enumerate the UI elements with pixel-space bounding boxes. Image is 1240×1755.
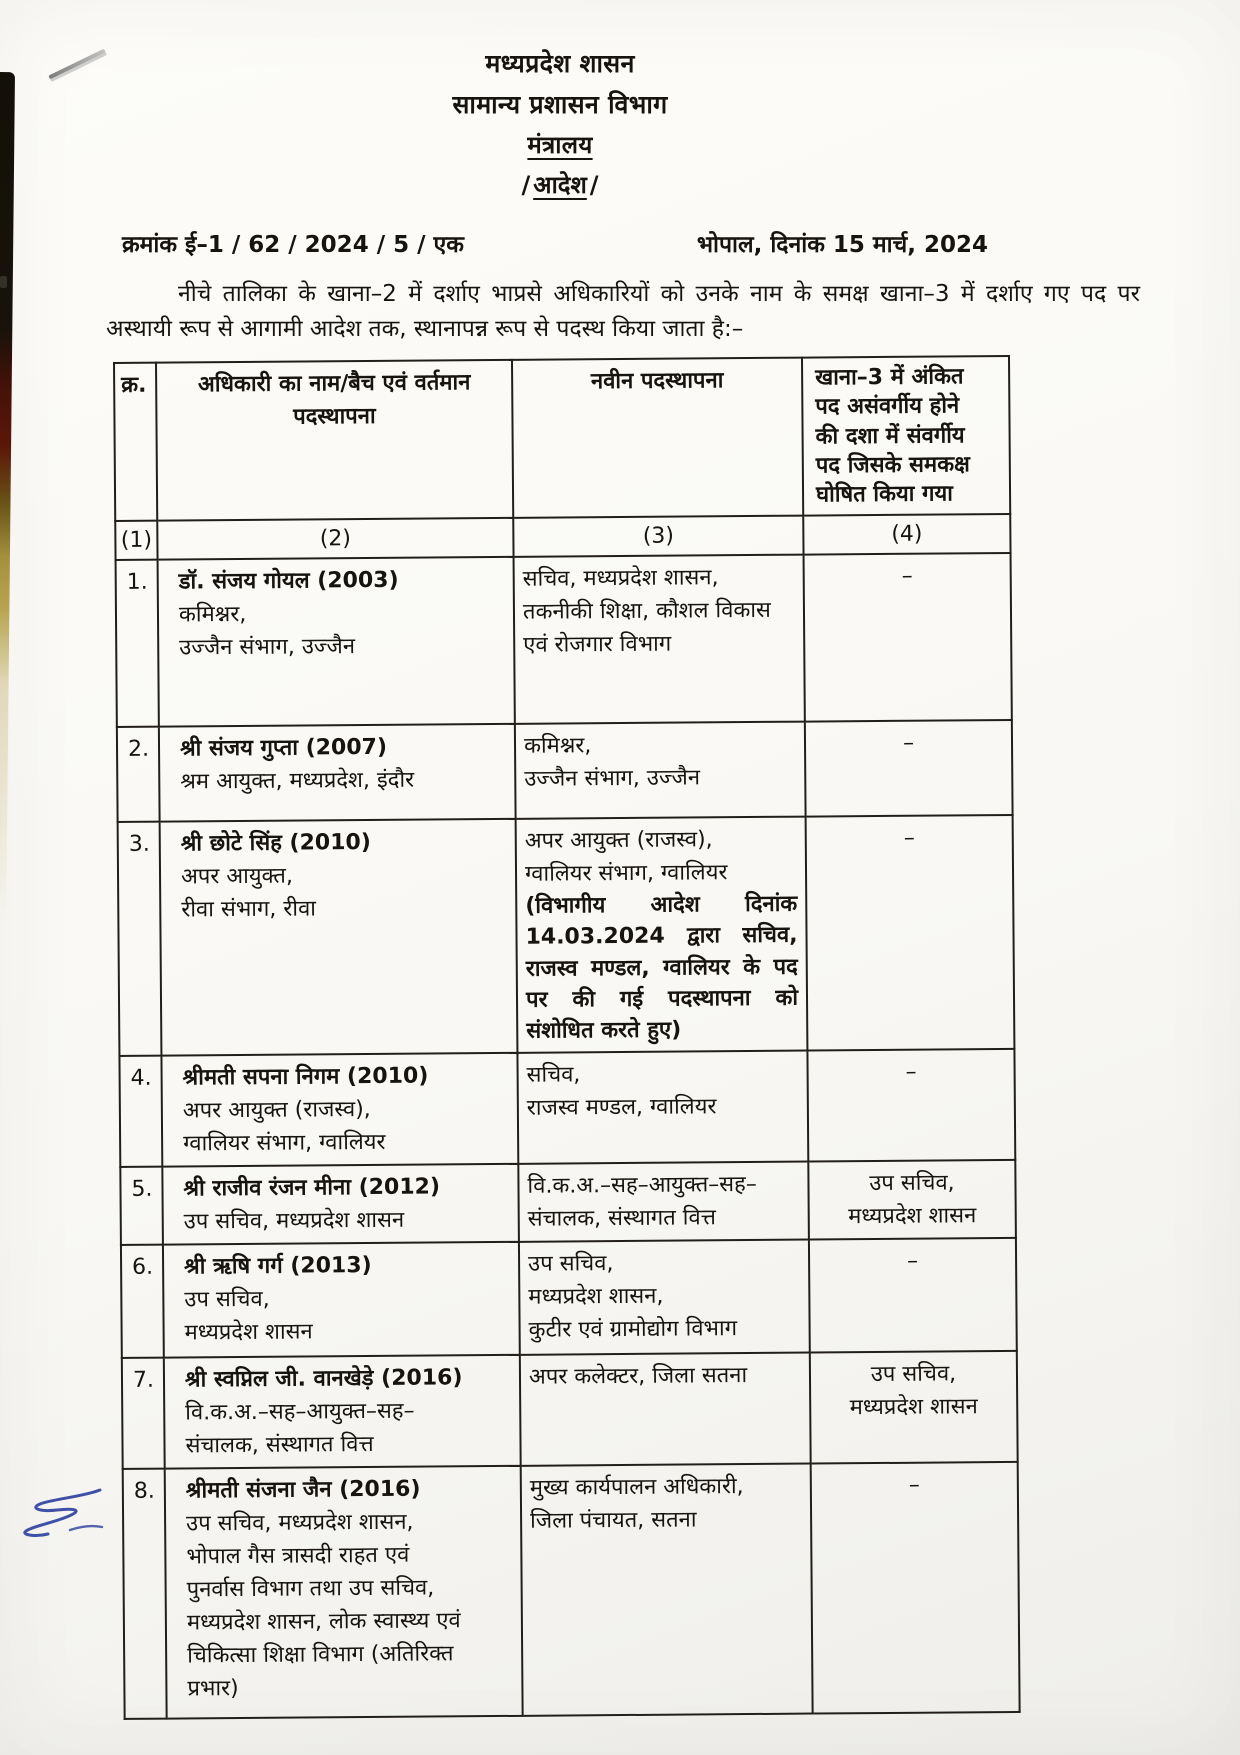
- officer-cell: [163, 1242, 520, 1358]
- officer-current-posting: कमिश्नर, उज्जैन संभाग, उज्जैन: [178, 602, 356, 661]
- officer-current-posting: अपर आयुक्त (राजस्व), ग्वालियर संभाग, ग्वालियर: [182, 1097, 386, 1157]
- officer-name: श्रीमती संजना जैन (2016): [185, 1477, 421, 1504]
- new-posting: सचिव, मध्यप्रदेश शासन, तकनीकी शिक्षा, कौशल विकास एवं रोजगार विभाग: [522, 565, 771, 659]
- new-posting: अपर आयुक्त (राजस्व), ग्वालियर संभाग, ग्वालियर: [524, 827, 728, 888]
- officer-current-posting: उप सचिव, मध्यप्रदेश शासन: [183, 1208, 405, 1235]
- slash-open: /: [521, 171, 531, 199]
- order-number: क्रमांक ई–1 / 62 / 2024 / 5 / एक: [122, 232, 464, 258]
- new-posting-cell: [514, 555, 805, 724]
- new-posting-cell: [515, 722, 806, 819]
- col-header-serial: क्र.: [114, 363, 157, 522]
- officer-cell: [165, 1466, 523, 1719]
- intro-paragraph: नीचे तालिका के खाना–2 में दर्शाए भाप्रसे अधिकारियों को उनके नाम के समक्ष खाना–3 में दर्शाए गए पद पर अस्थायी रूप से आगामी आदेश तक, स्थानापन्न रूप से पदस्थ किया जाता है:–: [106, 281, 1140, 342]
- new-posting-cell: [519, 1240, 810, 1355]
- officer-current-posting: उप सचिव, मध्यप्रदेश शासन, भोपाल गैस त्रासदी राहत एवं पुनर्वास विभाग तथा उप सचिव, मध्यप्रदेश शासन, लोक स्वास्थ्य एवं चिकित्सा शिक्षा विभाग (अतिरिक्त प्रभार): [186, 1510, 461, 1702]
- new-posting-cell: [516, 817, 808, 1053]
- row-serial: 1.: [116, 560, 159, 727]
- table-row: [116, 553, 1012, 727]
- equivalent-post: –: [805, 720, 1013, 817]
- new-posting-cell: [518, 1162, 809, 1242]
- table-row: [120, 1160, 1016, 1245]
- equivalent-post: –: [807, 1049, 1015, 1162]
- row-serial: 3.: [118, 822, 162, 1056]
- new-posting-cell: [520, 1353, 811, 1466]
- slash-close: /: [589, 171, 599, 199]
- order-word: आदेश: [533, 171, 587, 199]
- officer-current-posting: उप सचिव, मध्यप्रदेश शासन: [184, 1287, 313, 1346]
- col-number-1: (1): [115, 521, 157, 560]
- officer-name: डॉ. संजय गोयल (2003): [178, 568, 399, 595]
- scan-edge-color-band: [0, 72, 15, 922]
- row-serial: 7.: [122, 1358, 165, 1469]
- new-posting: उप सचिव, मध्यप्रदेश शासन, कुटीर एवं ग्रामोद्योग विभाग: [528, 1251, 738, 1344]
- ministry-label: मंत्रालय: [527, 131, 593, 159]
- document-header: [0, 0, 1120, 201]
- officer-name: श्री छोटे सिंह (2010): [180, 830, 371, 857]
- new-posting: मुख्य कार्यपालन अधिकारी, जिला पंचायत, सतना: [529, 1474, 744, 1535]
- table-row: [118, 815, 1015, 1056]
- officer-current-posting: वि.क.अ.–सह–आयुक्त–सह– संचालक, संस्थागत वित्त: [185, 1399, 415, 1459]
- officer-current-posting: श्रम आयुक्त, मध्यप्रदेश, इंदौर: [180, 767, 415, 795]
- col-header-equivalent: खाना–3 में अंकित पद असंवर्गीय होने की दशा में संवर्गीय पद जिसके समकक्ष घोषित किया गया: [802, 356, 1010, 516]
- row-serial: 5.: [120, 1167, 163, 1245]
- equivalent-post: –: [806, 815, 1015, 1051]
- col-number-4: (4): [803, 514, 1010, 555]
- table-row: [121, 1238, 1017, 1358]
- table-row: [119, 1049, 1015, 1167]
- order-label: [0, 168, 1120, 201]
- new-posting: कमिश्नर, उज्जैन संभाग, उज्जैन: [523, 733, 701, 793]
- blue-pen-scribble: [12, 1476, 110, 1554]
- table-header-row: [114, 356, 1010, 521]
- officer-name: श्री राजीव रंजन मीना (2012): [183, 1174, 441, 1202]
- place-and-date: भोपाल, दिनांक 15 मार्च, 2024: [696, 232, 988, 258]
- officer-cell: [164, 1355, 521, 1469]
- posting-table-wrapper: [113, 362, 1240, 1720]
- equivalent-post: –: [811, 1462, 1020, 1714]
- new-posting: वि.क.अ.–सह–आयुक्त–सह– संचालक, संस्थागत वित्त: [527, 1172, 757, 1233]
- officer-cell: [161, 1053, 518, 1167]
- row-serial: 2.: [117, 727, 160, 822]
- officer-name: श्री स्वप्निल जी. वानखेड़े (2016): [184, 1365, 463, 1393]
- officer-name: श्री ऋषि गर्ग (2013): [184, 1253, 372, 1280]
- table-row: [123, 1462, 1020, 1719]
- equivalent-post: –: [809, 1238, 1017, 1353]
- officer-cell: [158, 557, 515, 727]
- posting-note: (विभागीय आदेश दिनांक 14.03.2024 द्वारा सचिव, राजस्व मण्डल, ग्वालियर के पद पर की गई पदस्थापना को संशोधित करते हुए): [525, 891, 799, 1044]
- department-name: सामान्य प्रशासन विभाग: [452, 90, 668, 119]
- new-posting-cell: [521, 1464, 813, 1716]
- table-row: [117, 720, 1013, 822]
- row-serial: 6.: [121, 1245, 164, 1358]
- row-serial: 4.: [119, 1056, 162, 1167]
- new-posting: सचिव, राजस्व मण्डल, ग्वालियर: [526, 1062, 717, 1122]
- new-posting-cell: [517, 1051, 808, 1164]
- officer-name: श्रीमती सपना निगम (2010): [182, 1063, 429, 1091]
- officer-cell: [160, 819, 518, 1056]
- col-header-officer: अधिकारी का नाम/बैच एवं वर्तमान पदस्थापना: [156, 360, 513, 521]
- scan-speck: [0, 276, 7, 288]
- officer-name: श्री संजय गुप्ता (2007): [179, 735, 388, 762]
- col-header-new-posting: नवीन पदस्थापना: [512, 358, 803, 519]
- equivalent-post: उप सचिव, मध्यप्रदेश शासन: [808, 1160, 1016, 1240]
- new-posting: अपर कलेक्टर, जिला सतना: [528, 1363, 748, 1391]
- officer-current-posting: अपर आयुक्त, रीवा संभाग, रीवा: [180, 863, 317, 923]
- reference-line: [122, 227, 988, 259]
- officer-cell: [162, 1164, 519, 1245]
- equivalent-post: –: [804, 553, 1012, 722]
- table-row: [122, 1351, 1018, 1469]
- government-name: मध्यप्रदेश शासन: [485, 49, 635, 78]
- row-serial: 8.: [123, 1469, 167, 1719]
- officer-cell: [159, 724, 516, 822]
- equivalent-post: उप सचिव, मध्यप्रदेश शासन: [810, 1351, 1018, 1464]
- col-number-3: (3): [513, 516, 803, 557]
- posting-table: [113, 355, 1021, 1720]
- col-number-2: (2): [157, 518, 513, 560]
